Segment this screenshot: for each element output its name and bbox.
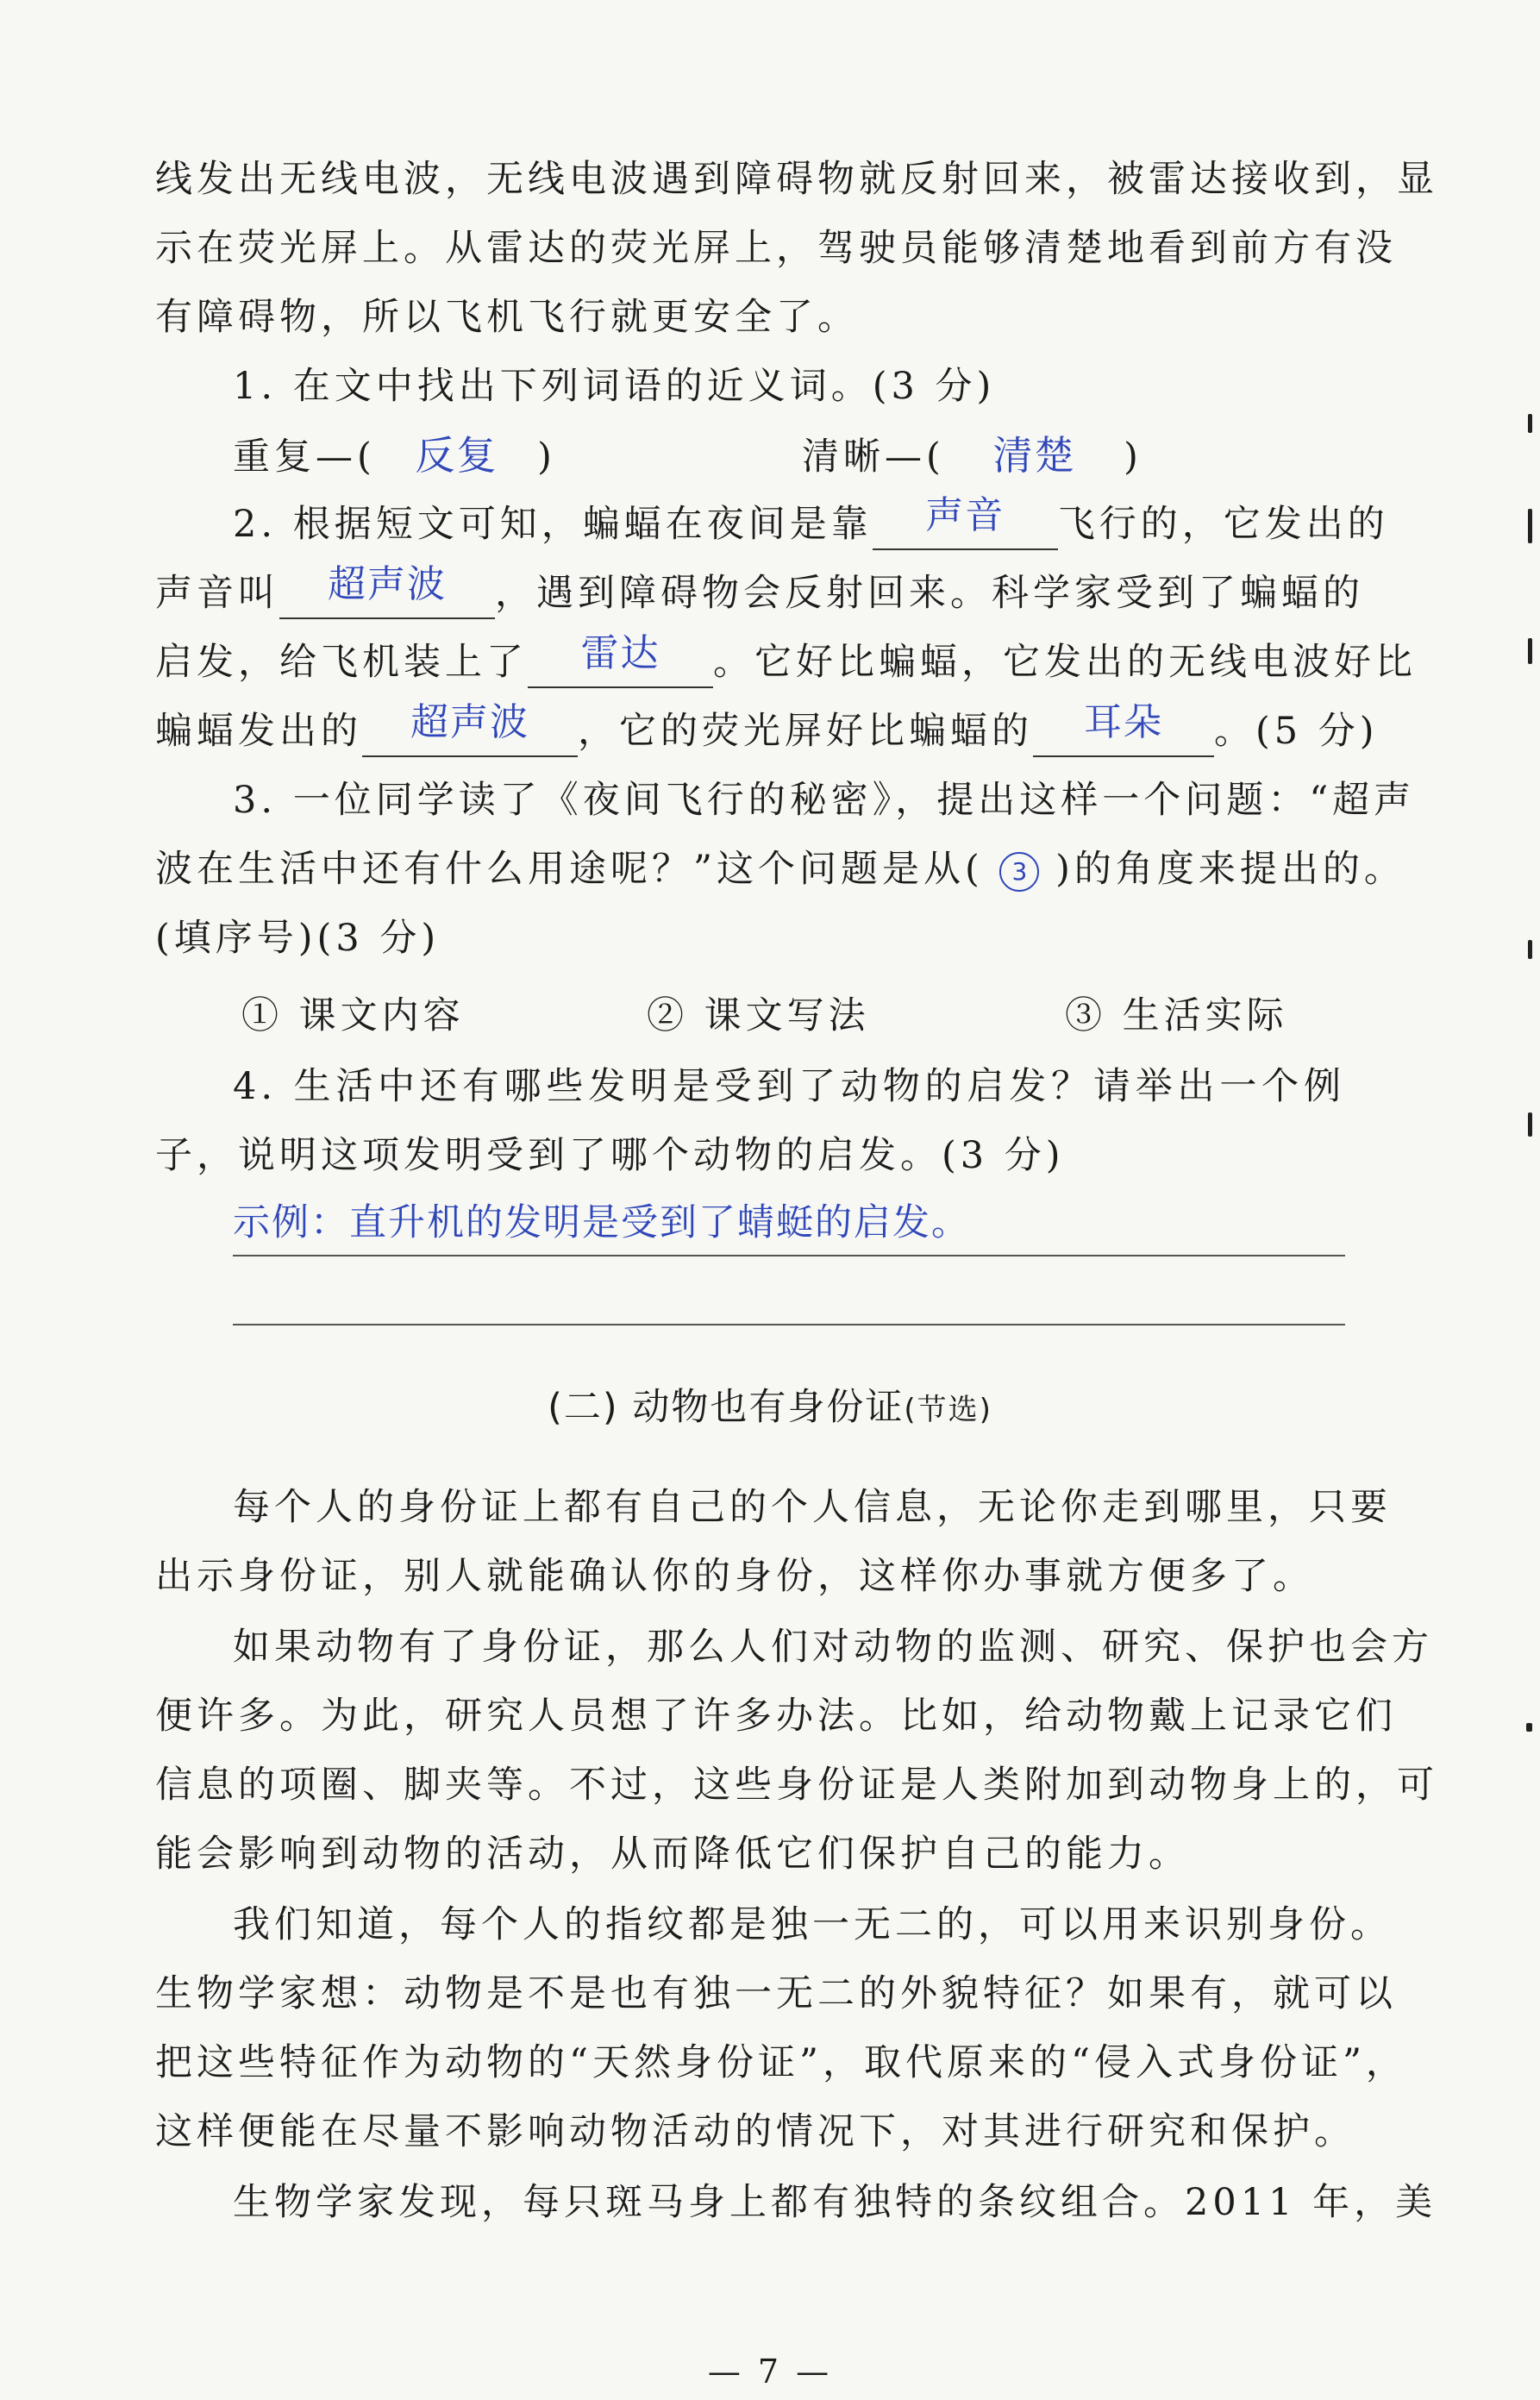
passage2-line-7: 我们知道，每个人的指纹都是独一无二的，可以用来识别身份。 (233, 1903, 1392, 1946)
page-number: — 7 — (707, 2353, 833, 2391)
passage2-line-4: 便许多。为此，研究人员想了许多办法。比如，给动物戴上记录它们 (155, 1695, 1397, 1738)
question-1-pair-2 (802, 429, 1147, 483)
q2-answer-1: 声音 (925, 493, 1005, 537)
edge-mark (1528, 414, 1532, 433)
passage2-line-5: 信息的项圈、脚夹等。不过，这些身份证是人类附加到动物身上的，可 (155, 1764, 1438, 1807)
question-2-line-3 (155, 631, 1417, 688)
q2-text: 启发，给飞机装上了 (155, 641, 528, 684)
q3-answer-circled: 3 (999, 852, 1039, 892)
passage2-line-1: 每个人的身份证上都有自己的个人信息，无论你走到哪里，只要 (233, 1486, 1392, 1529)
passage1-line-1: 线发出无线电波，无线电波遇到障碍物就反射回来，被雷达接收到，显 (155, 158, 1438, 201)
q2-text: 。它好比蝙蝠，它发出的无线电波好比 (713, 641, 1417, 684)
edge-mark (1528, 940, 1532, 959)
edge-mark (1526, 1723, 1532, 1732)
q2-text: 声音叫 (155, 572, 279, 615)
pair2-label: 清晰—( (802, 436, 945, 479)
q2-blank-2[interactable] (279, 562, 495, 619)
question-2-line-2 (155, 562, 1364, 619)
passage2-line-2: 出示身份证，别人就能确认你的身份，这样你办事就方便多了。 (155, 1555, 1314, 1598)
passage2-line-8: 生物学家想：动物是不是也有独一无二的外貌特征？如果有，就可以 (155, 1972, 1397, 2015)
passage2-line-11: 生物学家发现，每只斑马身上都有独特的条纹组合。2011 年，美 (233, 2181, 1437, 2224)
q2-blank-3[interactable] (528, 631, 713, 688)
q3-option-2: ② 课文写法 (647, 994, 870, 1037)
q2-text: ，遇到障碍物会反射回来。科学家受到了蝙蝠的 (495, 572, 1364, 615)
q2-answer-4: 超声波 (410, 700, 529, 744)
q2-answer-3: 雷达 (580, 631, 660, 675)
passage1-line-2: 示在荧光屏上。从雷达的荧光屏上，驾驶员能够清楚地看到前方有没 (155, 227, 1397, 270)
edge-mark (1528, 638, 1532, 664)
question-3-line-1: 3. 一位同学读了《夜间飞行的秘密》，提出这样一个问题：“超声 (233, 779, 1416, 822)
answer-line-2 (233, 1324, 1345, 1325)
q3-text: )的角度来提出的。 (1055, 848, 1405, 891)
edge-mark (1528, 509, 1532, 543)
passage2-line-9: 把这些特征作为动物的“天然身份证”，取代原来的“侵入式身份证”， (155, 2041, 1407, 2084)
pair1-label: 重复—( (233, 436, 376, 479)
edge-mark (1528, 1112, 1532, 1137)
question-4-line-2: 子，说明这项发明受到了哪个动物的启发。(3 分) (155, 1134, 1065, 1177)
q2-blank-1[interactable] (873, 493, 1058, 550)
q2-blank-4[interactable] (362, 700, 578, 757)
question-4-line-1: 4. 生活中还有哪些发明是受到了动物的启发？请举出一个例 (233, 1065, 1345, 1108)
section-2-title (0, 1378, 1540, 1431)
section-2-title-text: (二) 动物也有身份证 (548, 1386, 905, 1429)
pair1-close: ) (537, 436, 556, 479)
q3-option-3: ③ 生活实际 (1065, 994, 1288, 1037)
q2-answer-5: 耳朵 (1084, 700, 1163, 744)
q2-blank-5[interactable] (1033, 700, 1214, 757)
passage2-line-6: 能会影响到动物的活动，从而降低它们保护自己的能力。 (155, 1833, 1190, 1876)
question-3-line-2 (155, 843, 1405, 895)
pair2-close: ) (1124, 436, 1142, 479)
pair1-answer: 反复 (415, 432, 498, 479)
section-2-title-note: (节选) (904, 1393, 992, 1427)
passage1-line-3: 有障碍物，所以飞机飞行就更安全了。 (155, 296, 859, 339)
q2-text: 。(5 分) (1214, 710, 1379, 753)
q2-text: 2. 根据短文可知，蝙蝠在夜间是靠 (233, 503, 873, 546)
passage2-line-10: 这样便能在尽量不影响动物活动的情况下，对其进行研究和保护。 (155, 2110, 1355, 2153)
passage2-line-3: 如果动物有了身份证，那么人们对动物的监测、研究、保护也会方 (233, 1626, 1433, 1669)
q2-text: ，它的荧光屏好比蝙蝠的 (578, 710, 1033, 753)
question-3-line-3: (填序号)(3 分) (155, 917, 441, 960)
question-4-answer: 示例：直升机的发明是受到了蜻蜓的启发。 (233, 1201, 970, 1244)
q2-text: 蝙蝠发出的 (155, 710, 362, 753)
q3-option-1: ① 课文内容 (241, 994, 465, 1037)
question-2-line-4 (155, 700, 1379, 757)
answer-line-1 (233, 1255, 1345, 1256)
question-1-prompt: 1. 在文中找出下列词语的近义词。(3 分) (233, 365, 996, 408)
q2-answer-2: 超声波 (328, 562, 447, 606)
pair2-answer: 清楚 (992, 432, 1076, 479)
question-2-line-1 (233, 493, 1389, 550)
q2-text: 飞行的，它发出的 (1057, 503, 1389, 546)
q3-text: 波在生活中还有什么用途呢？”这个问题是从( (155, 848, 984, 891)
